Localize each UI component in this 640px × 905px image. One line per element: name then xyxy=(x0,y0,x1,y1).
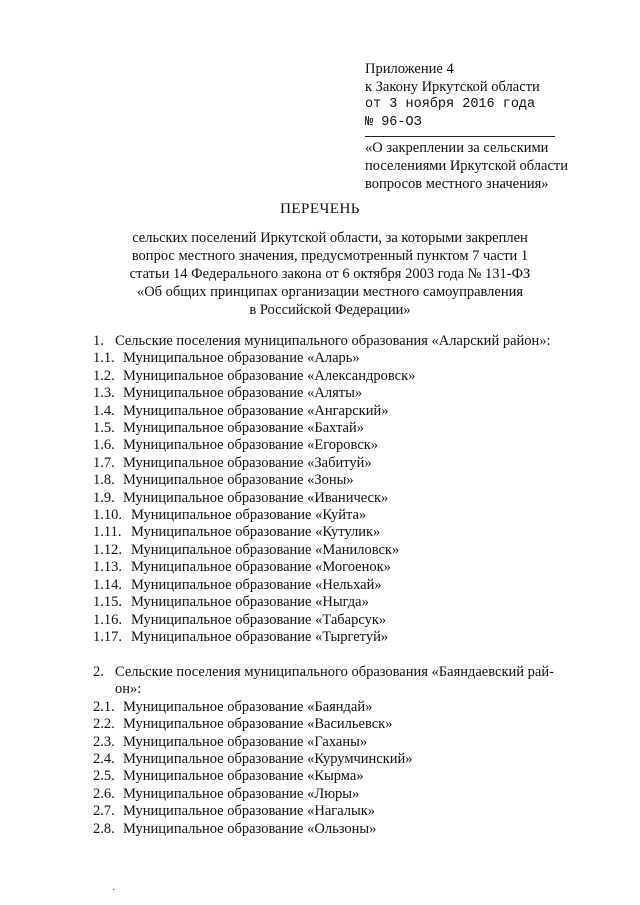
list-item xyxy=(93,768,593,785)
item-text: Муниципальное образование «Забитуй» xyxy=(123,454,372,471)
list-item xyxy=(93,507,593,524)
item-text: Муниципальное образование «Егоровск» xyxy=(123,437,379,454)
item-text: Муниципальное образование «Тыргетуй» xyxy=(131,628,389,645)
item-text: Муниципальное образование «Ользоны» xyxy=(123,820,377,837)
item-text: Муниципальное образование «Ангарский» xyxy=(123,402,389,419)
law-title-line: поселениями Иркутской области xyxy=(365,158,569,174)
item-number: 1.4. xyxy=(93,402,115,419)
list-item xyxy=(93,803,593,820)
list-item xyxy=(93,716,593,733)
item-text: Муниципальное образование «Иваническ» xyxy=(123,489,389,506)
list-item xyxy=(93,629,593,646)
list-item xyxy=(93,821,593,838)
law-title-line: «О закреплении за сельскими xyxy=(365,140,549,156)
scan-artifact-mark: · xyxy=(112,885,116,896)
item-text: Муниципальное образование «Нагалык» xyxy=(123,803,376,820)
item-text: Муниципальное образование «Кутулик» xyxy=(131,524,381,541)
header-divider xyxy=(365,136,555,137)
list-item xyxy=(93,734,593,751)
list-item xyxy=(93,350,593,367)
item-text: Муниципальное образование «Аляты» xyxy=(123,385,363,402)
item-text: Муниципальное образование «Могоенок» xyxy=(131,559,391,576)
item-number: 1.13. xyxy=(93,559,122,576)
section-alarsky xyxy=(93,333,593,646)
appendix-header xyxy=(365,60,615,193)
item-number: 1.17. xyxy=(93,628,122,645)
item-number: 1.16. xyxy=(93,611,122,628)
subtitle-line: вопрос местного значения, предусмотренный пунктом 7 части 1 xyxy=(131,248,529,264)
item-text: Муниципальное образование «Баяндай» xyxy=(123,698,373,715)
item-text: Муниципальное образование «Гаханы» xyxy=(123,733,368,750)
law-number: № 96-ОЗ xyxy=(365,115,422,130)
subtitle-line: «Об общих принципах организации местного самоуправления xyxy=(136,284,524,300)
subtitle-line: в Российской Федерации» xyxy=(249,302,411,318)
list-item xyxy=(93,420,593,437)
section-number: 1. xyxy=(93,333,104,349)
list-item xyxy=(93,490,593,507)
item-number: 2.8. xyxy=(93,820,115,837)
item-text: Муниципальное образование «Бахтай» xyxy=(123,420,364,437)
list-item xyxy=(93,612,593,629)
item-number: 2.5. xyxy=(93,768,115,785)
item-number: 1.7. xyxy=(93,454,115,471)
law-title-line: вопросов местного значения» xyxy=(365,176,549,192)
section-heading xyxy=(93,333,593,350)
list-item xyxy=(93,751,593,768)
item-number: 2.4. xyxy=(93,751,115,768)
item-number: 1.3. xyxy=(93,385,115,402)
list-item xyxy=(93,542,593,559)
section-heading-continuation: он»: xyxy=(115,681,142,698)
law-reference: к Закону Иркутской области xyxy=(365,79,540,95)
section-bayandaevsky xyxy=(93,664,593,838)
item-text: Муниципальное образование «Зоны» xyxy=(123,472,354,489)
list-item xyxy=(93,437,593,454)
section-number: 2. xyxy=(93,664,104,680)
item-number: 1.12. xyxy=(93,541,122,558)
appendix-label: Приложение 4 xyxy=(365,61,454,77)
item-text: Муниципальное образование «Александровск» xyxy=(123,367,416,384)
list-item xyxy=(93,455,593,472)
list-item xyxy=(93,559,593,576)
subtitle-line: сельских поселений Иркутской области, за которыми закреплен xyxy=(132,230,528,246)
section-heading xyxy=(93,664,593,681)
item-number: 1.10. xyxy=(93,507,122,524)
document-title: ПЕРЕЧЕНЬ xyxy=(280,201,360,217)
list-item xyxy=(93,577,593,594)
item-number: 1.6. xyxy=(93,437,115,454)
item-number: 1.15. xyxy=(93,594,122,611)
item-text: Муниципальное образование «Васильевск» xyxy=(123,716,393,733)
section-heading-text: Сельские поселения муниципального образования «Аларский район»: xyxy=(115,333,551,349)
item-text: Муниципальное образование «Курумчинский» xyxy=(123,751,413,768)
item-number: 1.5. xyxy=(93,420,115,437)
item-number: 2.1. xyxy=(93,698,115,715)
item-number: 1.9. xyxy=(93,489,115,506)
item-text: Муниципальное образование «Кырма» xyxy=(123,768,364,785)
law-title xyxy=(365,139,615,193)
item-text: Муниципальное образование «Люры» xyxy=(123,785,360,802)
law-date: от 3 ноября 2016 года xyxy=(365,97,536,112)
section-heading-text: Сельские поселения муниципального образования «Баяндаевский рай- xyxy=(115,664,554,680)
item-number: 1.1. xyxy=(93,350,115,367)
item-text: Муниципальное образование «Куйта» xyxy=(131,507,367,524)
item-text: Муниципальное образование «Ныгда» xyxy=(131,594,369,611)
list-item xyxy=(93,385,593,402)
item-text: Муниципальное образование «Аларь» xyxy=(123,350,360,367)
item-text: Муниципальное образование «Табарсук» xyxy=(131,611,387,628)
item-text: Муниципальное образование «Нельхай» xyxy=(131,576,382,593)
item-number: 1.2. xyxy=(93,367,115,384)
list-item xyxy=(93,699,593,716)
list-item xyxy=(93,786,593,803)
document-subtitle xyxy=(110,229,550,319)
list-item xyxy=(93,472,593,489)
list-item xyxy=(93,594,593,611)
list-item xyxy=(93,368,593,385)
subtitle-line: статьи 14 Федерального закона от 6 октября 2003 года № 131-ФЗ xyxy=(129,266,531,282)
item-number: 1.14. xyxy=(93,576,122,593)
list-item xyxy=(93,403,593,420)
list-item xyxy=(93,524,593,541)
item-number: 2.7. xyxy=(93,803,115,820)
item-number: 1.8. xyxy=(93,472,115,489)
item-text: Муниципальное образование «Маниловск» xyxy=(131,541,400,558)
item-number: 2.3. xyxy=(93,733,115,750)
item-number: 2.2. xyxy=(93,716,115,733)
item-number: 2.6. xyxy=(93,785,115,802)
item-number: 1.11. xyxy=(93,524,122,541)
